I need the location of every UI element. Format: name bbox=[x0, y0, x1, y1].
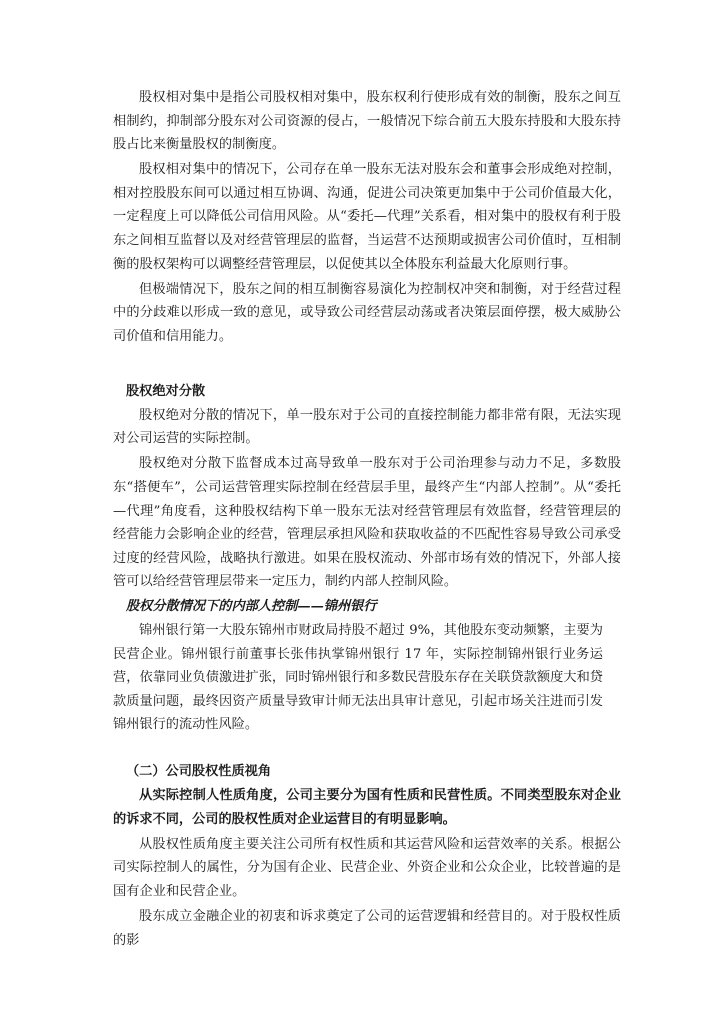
paragraph-relative-concentration-definition: 股权相对集中是指公司股权相对集中，股东权利行使形成有效的制衡，股东之间互相制约，抑制部分股东对公司资源的侵占，一般情况下综合前五大股东持股和大股东持股占比来衡量股权的制衡度。 bbox=[113, 90, 621, 153]
paragraph-relative-concentration-effects: 股权相对集中的情况下，公司存在单一股东无法对股东会和董事会形成绝对控制，相对控股股东间可以通过相互协调、沟通，促进公司决策更加集中于公司价值最大化，一定程度上可以降低公司信用风险。从“委托—代理”关系看，相对集中的股权有利于股东之间相互监督以及对经营管理层的监督，当运营不达预期或损害公司价值时，互相制衡的股权架构可以调整经营管理层，以促使其以全体股东利益最大化原则行事。 bbox=[113, 162, 621, 272]
section-gap bbox=[113, 738, 621, 760]
paragraph-absolute-dispersion-definition: 股权绝对分散的情况下，单一股东对于公司的直接控制能力都非常有限，无法实现对公司运营的实际控制。 bbox=[113, 407, 621, 447]
case-paragraph-jinzhou-bank: 锦州银行第一大股东锦州市财政局持股不超过 9%，其他股东变动频繁，主要为民营企业。锦州银行前董事长张伟执掌锦州银行 17 年，实际控制锦州银行业务运营，依靠同业负债激进扩张，同时锦州银行和多数民营股东存在关联贷款额度大和贷款质量问题，最终因资产质量导致审计师无法出具审计意见，引起市场关注进而引发锦州银行的流动性风险。 bbox=[113, 622, 603, 733]
case-heading-jinzhou-bank: 股权分散情况下的内部人控制——锦州银行 bbox=[126, 599, 377, 615]
paragraph-relative-concentration-risk: 但极端情况下，股东之间的相互制衡容易演化为控制权冲突和制衡，对于经营过程中的分歧难以形成一致的意见，或导致公司经营层动荡或者决策层面停摆，极大威胁公司价值和信用能力。 bbox=[113, 281, 621, 344]
paragraph-absolute-dispersion-effects: 股权绝对分散下监督成本过高导致单一股东对于公司治理参与动力不足，多数股东“搭便车”，公司运营管理实际控制在经营层手里，最终产生“内部人控制”。从“委托—代理”角度看，这种股权结构下单一股东无法对经营管理层有效监督，经营管理层的经营能力会影响企业的经营，管理层承担风险和获取收益的不匹配性容易导致公司承受过度的经营风险，战略执行激进。如果在股权流动、外部市场有效的情况下，外部人接管可以给经营管理层带来一定压力，制约内部人控制风险。 bbox=[113, 456, 621, 590]
paragraph-equity-nature-classification: 从股权性质角度主要关注公司所有权性质和其运营风险和运营效率的关系。根据公司实际控制人的属性，分为国有企业、民营企业、外资企业和公众企业，比较普遍的是国有企业和民营企业。 bbox=[113, 836, 621, 899]
paragraph-equity-nature-purpose: 股东成立金融企业的初衷和诉求奠定了公司的运营逻辑和经营目的。对于股权性质的影 bbox=[113, 909, 621, 948]
paragraph-equity-nature-summary: 从实际控制人性质角度，公司主要分为国有性质和民营性质。不同类型股东对企业的诉求不同，公司的股权性质对企业运营目的有明显影响。 bbox=[113, 788, 621, 827]
section-gap bbox=[113, 350, 621, 380]
heading-equity-nature-perspective: （二）公司股权性质视角 bbox=[126, 764, 272, 780]
heading-absolute-dispersion: 股权绝对分散 bbox=[126, 384, 206, 400]
document-page bbox=[113, 86, 621, 954]
